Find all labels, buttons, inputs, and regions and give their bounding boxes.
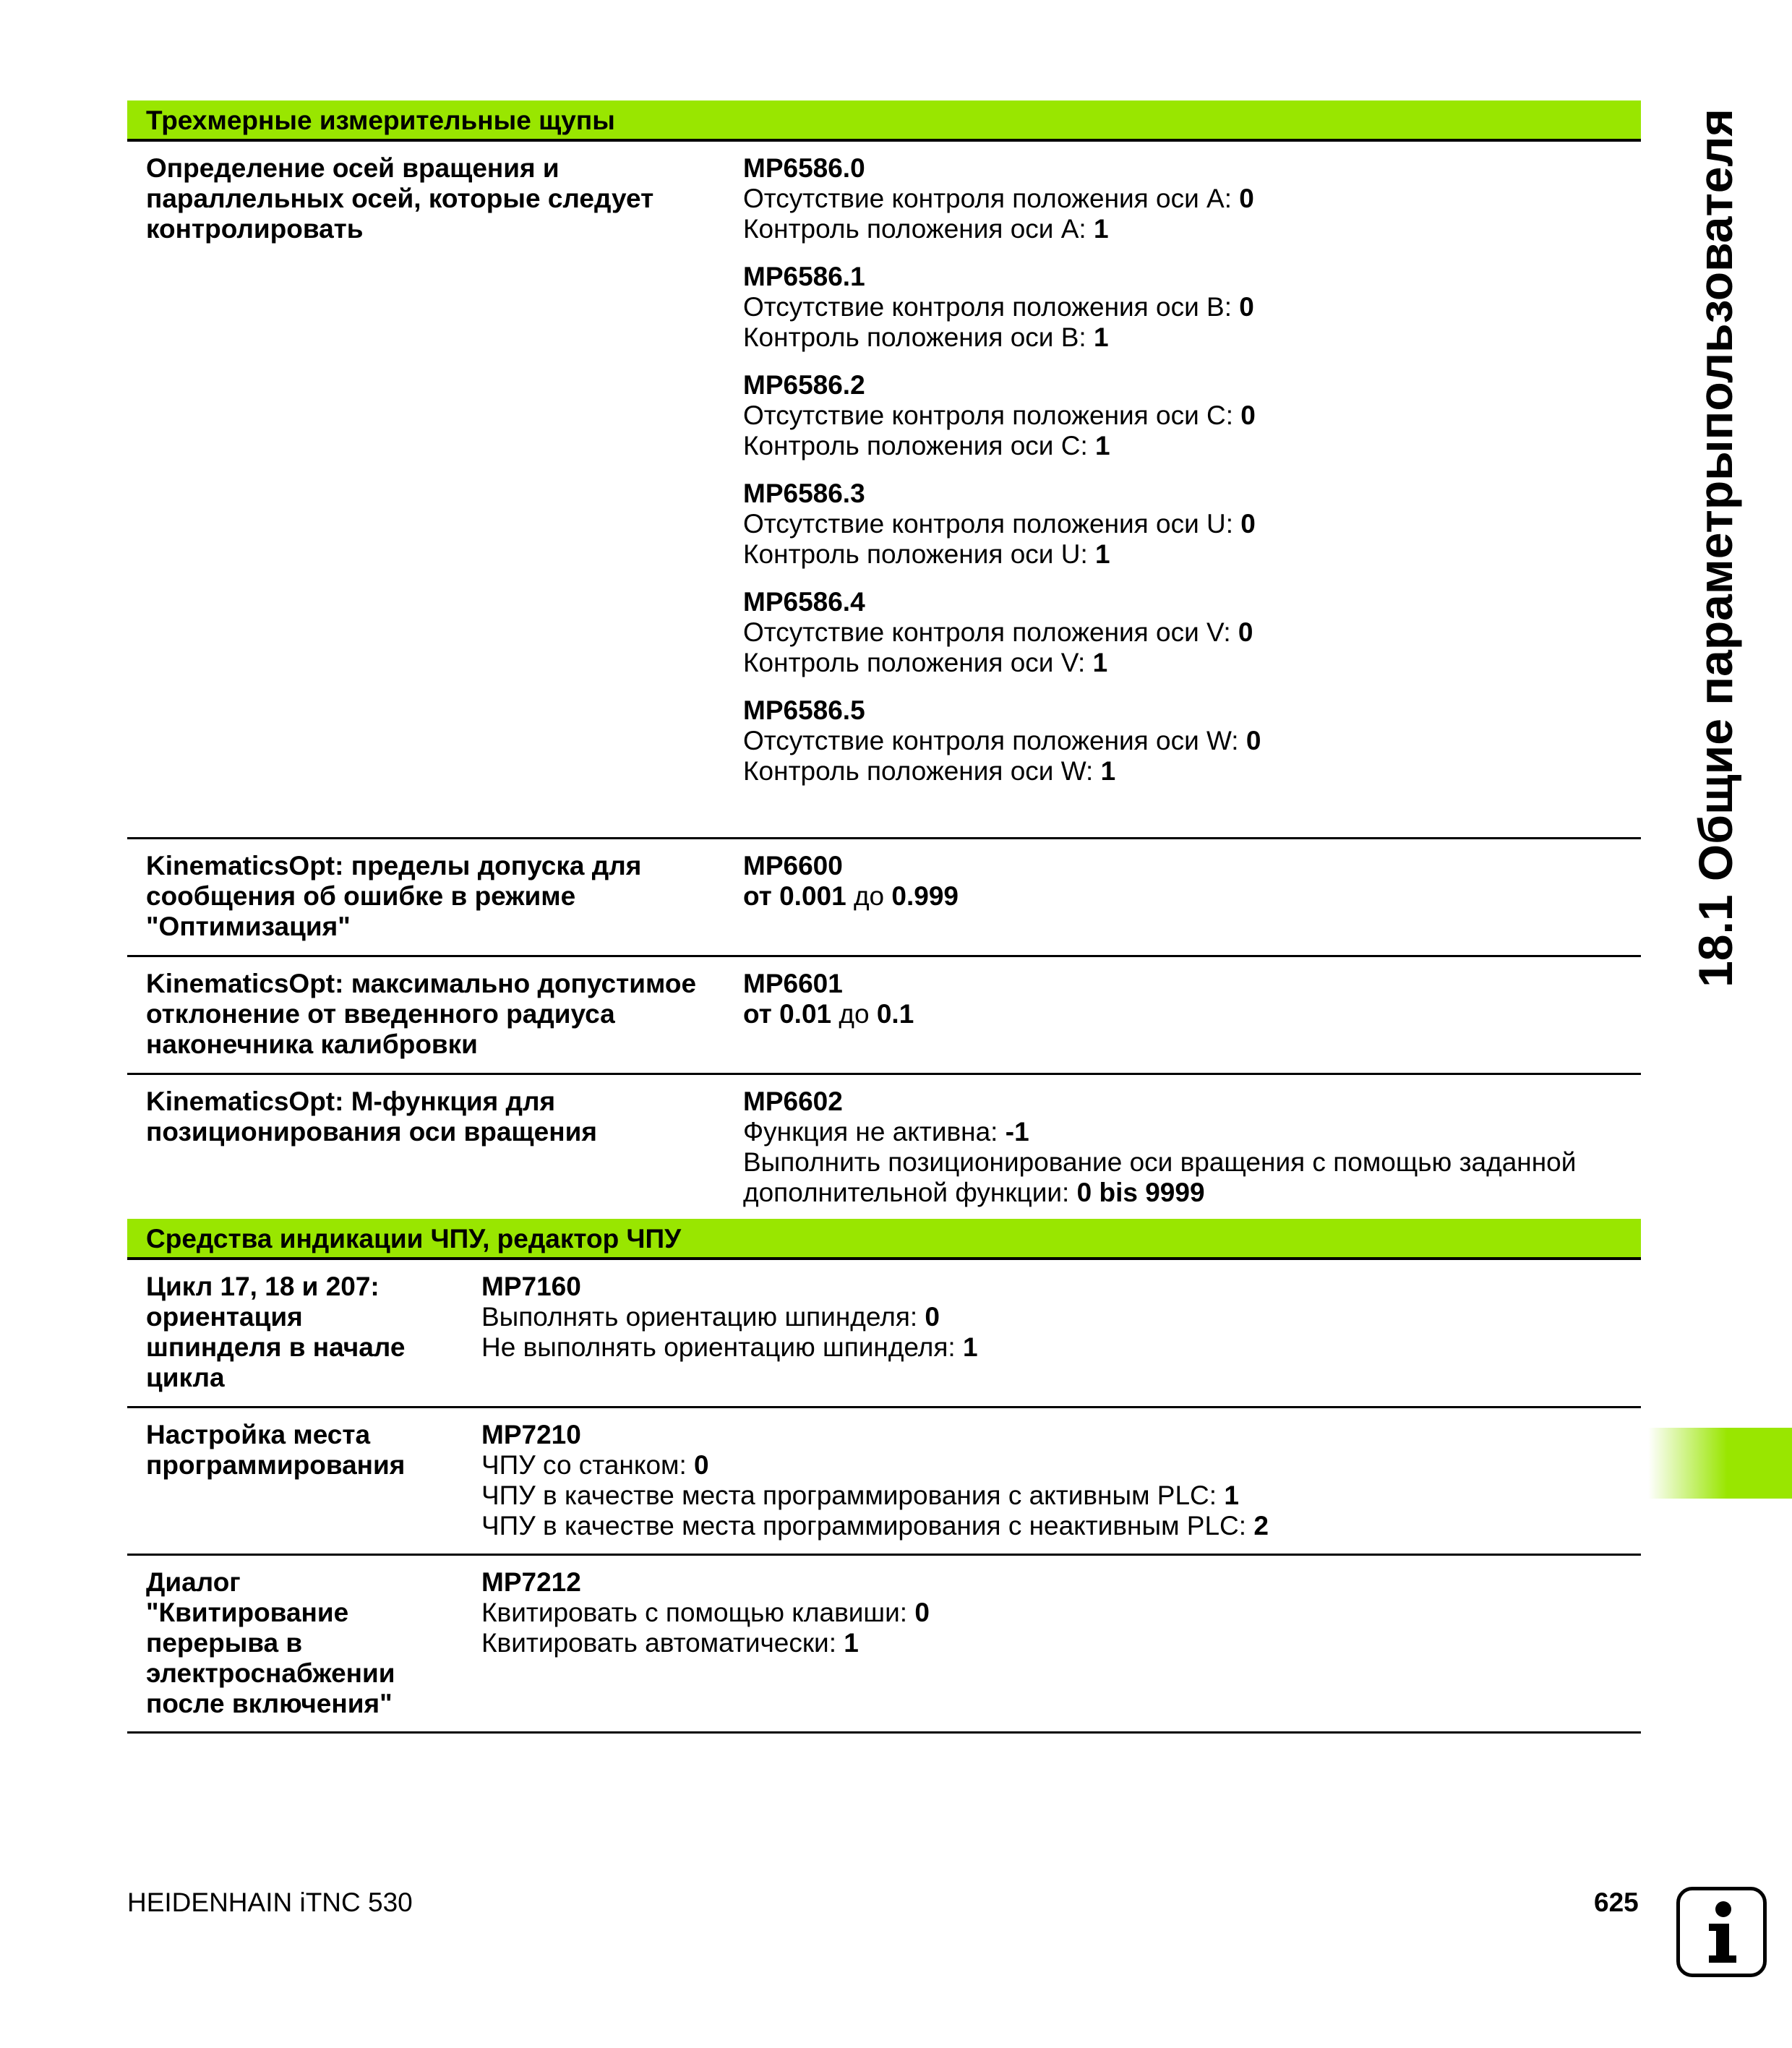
table-row [127,1075,1641,1224]
param-line: Отсутствие контроля положения оси V: 0 [743,617,1253,647]
param-line: Не выполнять ориентацию шпинделя: 1 [481,1332,978,1362]
param-group [743,479,1639,570]
param-range: от 0.001 до 0.999 [743,881,959,911]
info-icon [1676,1887,1767,1977]
row-values [743,153,1639,804]
param-line: Отсутствие контроля положения оси A: 0 [743,184,1254,213]
param-line: Контроль положения оси U: 1 [743,539,1110,569]
param-code: MP6586.5 [743,695,865,725]
param-line: Контроль положения оси C: 1 [743,431,1110,460]
row-label: KinematicsOpt: максимально допустимое отклонение от введенного радиуса наконечника калибровки [146,969,697,1059]
param-line: Контроль положения оси A: 1 [743,214,1109,244]
param-line: Отсутствие контроля положения оси U: 0 [743,509,1256,539]
row-values [481,1567,1638,1658]
param-line: Отсутствие контроля положения оси C: 0 [743,400,1256,430]
param-group [743,153,1639,244]
row-values [481,1272,1638,1363]
row-values [743,1087,1639,1208]
row-label: Определение осей вращения и параллельных осей, которые следует контролировать [146,153,654,244]
row-label: KinematicsOpt: пределы допуска для сообщения об ошибке в режиме "Оптимизация" [146,851,642,941]
param-code: MP7160 [481,1272,581,1301]
table-row [127,1408,1641,1556]
param-line: Квитировать автоматически: 1 [481,1628,859,1658]
chapter-thumb-tab [1648,1428,1792,1499]
row-values [743,969,1639,1029]
param-code: MP7210 [481,1420,581,1449]
param-line: Контроль положения оси V: 1 [743,648,1108,677]
param-line: Контроль положения оси W: 1 [743,756,1116,786]
param-code: MP6586.2 [743,370,865,400]
param-group [743,695,1639,787]
param-code: MP7212 [481,1567,581,1597]
table-row [127,1556,1641,1734]
row-label: Диалог "Квитирование перерыва в электроснабжении после включения" [146,1567,395,1718]
param-code: MP6586.3 [743,479,865,508]
param-line: ЧПУ в качестве места программирования с неактивным PLC: 2 [481,1511,1269,1541]
param-code: MP6601 [743,969,843,998]
row-label: KinematicsOpt: M-функция для позиционирования оси вращения [146,1087,597,1147]
row-label: Цикл 17, 18 и 207: ориентация шпинделя в начале цикла [146,1272,406,1392]
row-values [481,1420,1638,1541]
table-row [127,1260,1641,1408]
param-group [743,370,1639,461]
section-probes [127,100,1641,1224]
param-group [743,262,1639,353]
param-line: Квитировать с помощью клавиши: 0 [481,1598,930,1627]
table-row [127,957,1641,1075]
param-line: Отсутствие контроля положения оси B: 0 [743,292,1254,322]
table-row [127,142,1641,839]
footer-product: HEIDENHAIN iTNC 530 [127,1888,413,1917]
param-line: Выполнить позиционирование оси вращения с помощью заданной дополнительной функции: 0 bis 9999 [743,1147,1577,1207]
param-line: Функция не активна: -1 [743,1117,1029,1147]
param-code: MP6586.4 [743,587,865,617]
row-label: Настройка места программирования [146,1420,406,1480]
param-line: Выполнять ориентацию шпинделя: 0 [481,1302,940,1332]
section-header: Трехмерные измерительные щупы [127,100,1641,142]
page-number: 625 [1594,1888,1639,1917]
param-line: Контроль положения оси B: 1 [743,322,1109,352]
chapter-side-title [1690,101,1741,994]
row-values [743,851,1639,912]
param-line: Отсутствие контроля положения оси W: 0 [743,726,1261,755]
section-header: Средства индикации ЧПУ, редактор ЧПУ [127,1219,1641,1260]
section-display-editor [127,1219,1641,1734]
param-code: MP6602 [743,1087,843,1116]
param-line: ЧПУ в качестве места программирования с активным PLC: 1 [481,1481,1239,1510]
param-group [743,587,1639,678]
param-code: MP6586.0 [743,153,865,183]
param-range: от 0.01 до 0.1 [743,999,914,1029]
chapter-title-text: 18.1 Общие параметрыпользователя [1689,108,1742,987]
table-row [127,839,1641,957]
param-line: ЧПУ со станком: 0 [481,1450,709,1480]
param-code: MP6586.1 [743,262,865,291]
param-code: MP6600 [743,851,843,881]
